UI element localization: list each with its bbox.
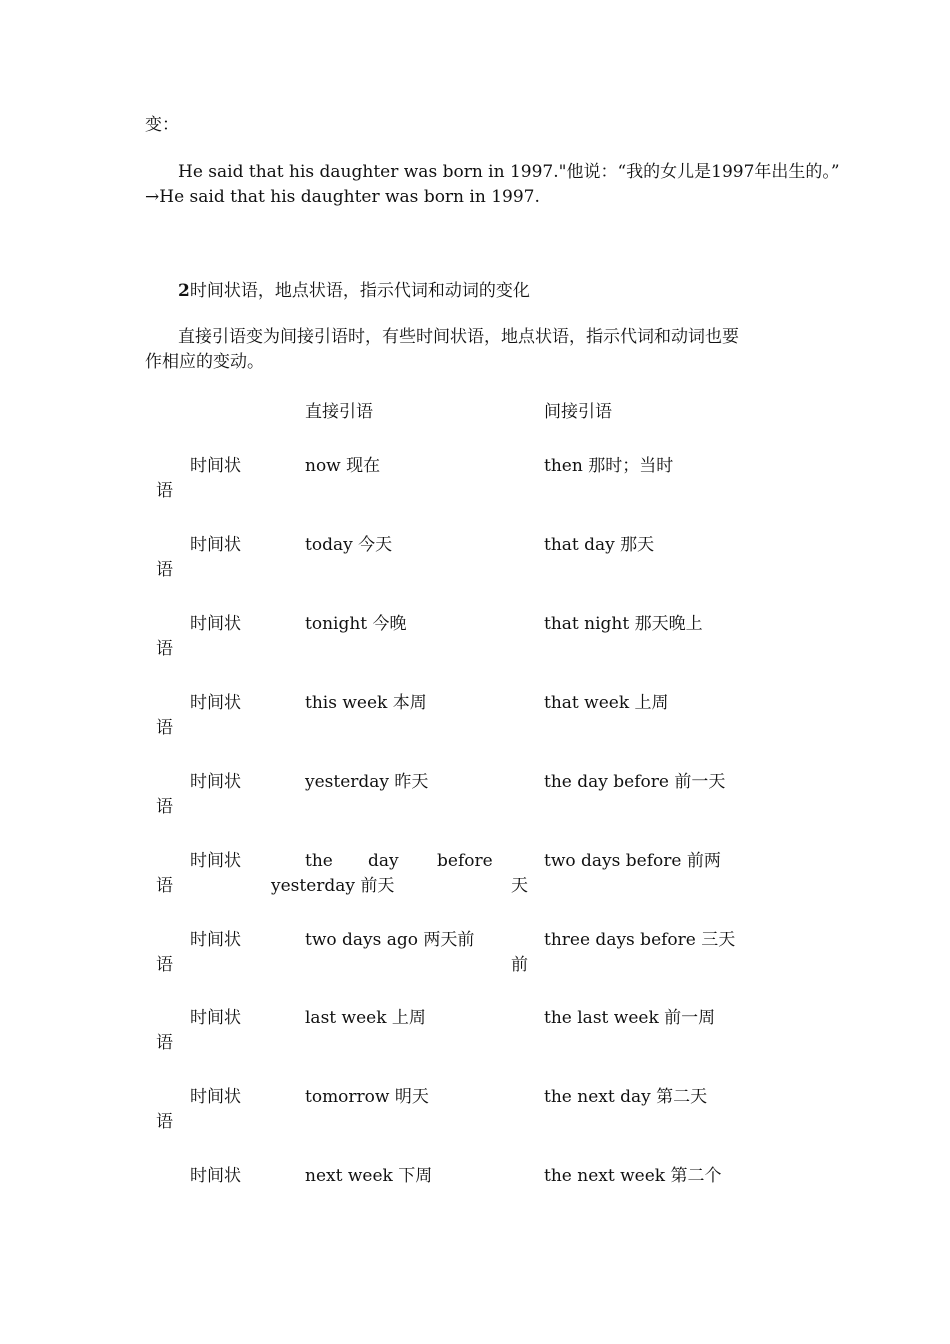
row-category-part1: 时间状 xyxy=(190,851,241,871)
row-category-part2: 语 xyxy=(156,718,173,738)
section-heading xyxy=(178,280,530,302)
row-category-part1: 时间状 xyxy=(190,614,241,634)
row-indirect: that day 那天 xyxy=(544,535,655,555)
row-indirect: the day before 前一天 xyxy=(544,772,726,792)
row-category-part1: 时间状 xyxy=(190,456,241,476)
row-direct-word: day xyxy=(368,851,399,871)
row-category-part2: 语 xyxy=(156,1112,173,1132)
row-direct: yesterday 昨天 xyxy=(305,772,429,792)
row-direct: this week 本周 xyxy=(305,693,427,713)
row-direct-continued: yesterday 前天 xyxy=(271,876,395,896)
row-indirect: two days before 前两 xyxy=(544,851,721,871)
body-line-1: 直接引语变为间接引语时，有些时间状语，地点状语，指示代词和动词也要 xyxy=(178,327,739,347)
row-category-part1: 时间状 xyxy=(190,1087,241,1107)
row-indirect: the next day 第二天 xyxy=(544,1087,708,1107)
example-line-1: He said that his daughter was born in 1997."他说：“我的女儿是1997年出生的。” xyxy=(178,162,840,182)
row-category-part1: 时间状 xyxy=(190,1008,241,1028)
row-indirect: that week 上周 xyxy=(544,693,669,713)
row-direct: tomorrow 明天 xyxy=(305,1087,429,1107)
row-category-part1: 时间状 xyxy=(190,772,241,792)
row-category-part1: 时间状 xyxy=(190,930,241,950)
row-category-part2: 语 xyxy=(156,955,173,975)
intro-tail: 变： xyxy=(145,115,179,135)
row-category-part2: 语 xyxy=(156,481,173,501)
row-indirect: then 那时；当时 xyxy=(544,456,674,476)
row-indirect-spill: 天 xyxy=(511,876,528,896)
row-category-part1: 时间状 xyxy=(190,535,241,555)
row-indirect-spill: 前 xyxy=(511,955,528,975)
section-number: 2 xyxy=(178,281,190,301)
row-direct-word: before xyxy=(437,851,493,871)
row-direct: last week 上周 xyxy=(305,1008,426,1028)
row-indirect: the next week 第二个 xyxy=(544,1166,722,1186)
row-category-part2: 语 xyxy=(156,1033,173,1053)
row-category-part2: 语 xyxy=(156,797,173,817)
body-line-2: 作相应的变动。 xyxy=(145,352,264,372)
row-direct: now 现在 xyxy=(305,456,381,476)
row-direct: next week 下周 xyxy=(305,1166,433,1186)
row-category-part1: 时间状 xyxy=(190,693,241,713)
row-category-part2: 语 xyxy=(156,560,173,580)
row-direct-word: the xyxy=(305,851,333,871)
row-indirect: the last week 前一周 xyxy=(544,1008,716,1028)
row-direct: today 今天 xyxy=(305,535,393,555)
row-direct: two days ago 两天前 xyxy=(305,930,475,950)
header-direct: 直接引语 xyxy=(305,402,373,422)
row-category-part1: 时间状 xyxy=(190,1166,241,1186)
section-title: 时间状语，地点状语，指示代词和动词的变化 xyxy=(189,281,530,301)
row-indirect: that night 那天晚上 xyxy=(544,614,703,634)
row-category-part2: 语 xyxy=(156,639,173,659)
row-category-part2: 语 xyxy=(156,876,173,896)
header-indirect: 间接引语 xyxy=(544,402,612,422)
row-indirect: three days before 三天 xyxy=(544,930,736,950)
example-line-2: →He said that his daughter was born in 1997. xyxy=(145,187,540,207)
row-direct: tonight 今晚 xyxy=(305,614,407,634)
